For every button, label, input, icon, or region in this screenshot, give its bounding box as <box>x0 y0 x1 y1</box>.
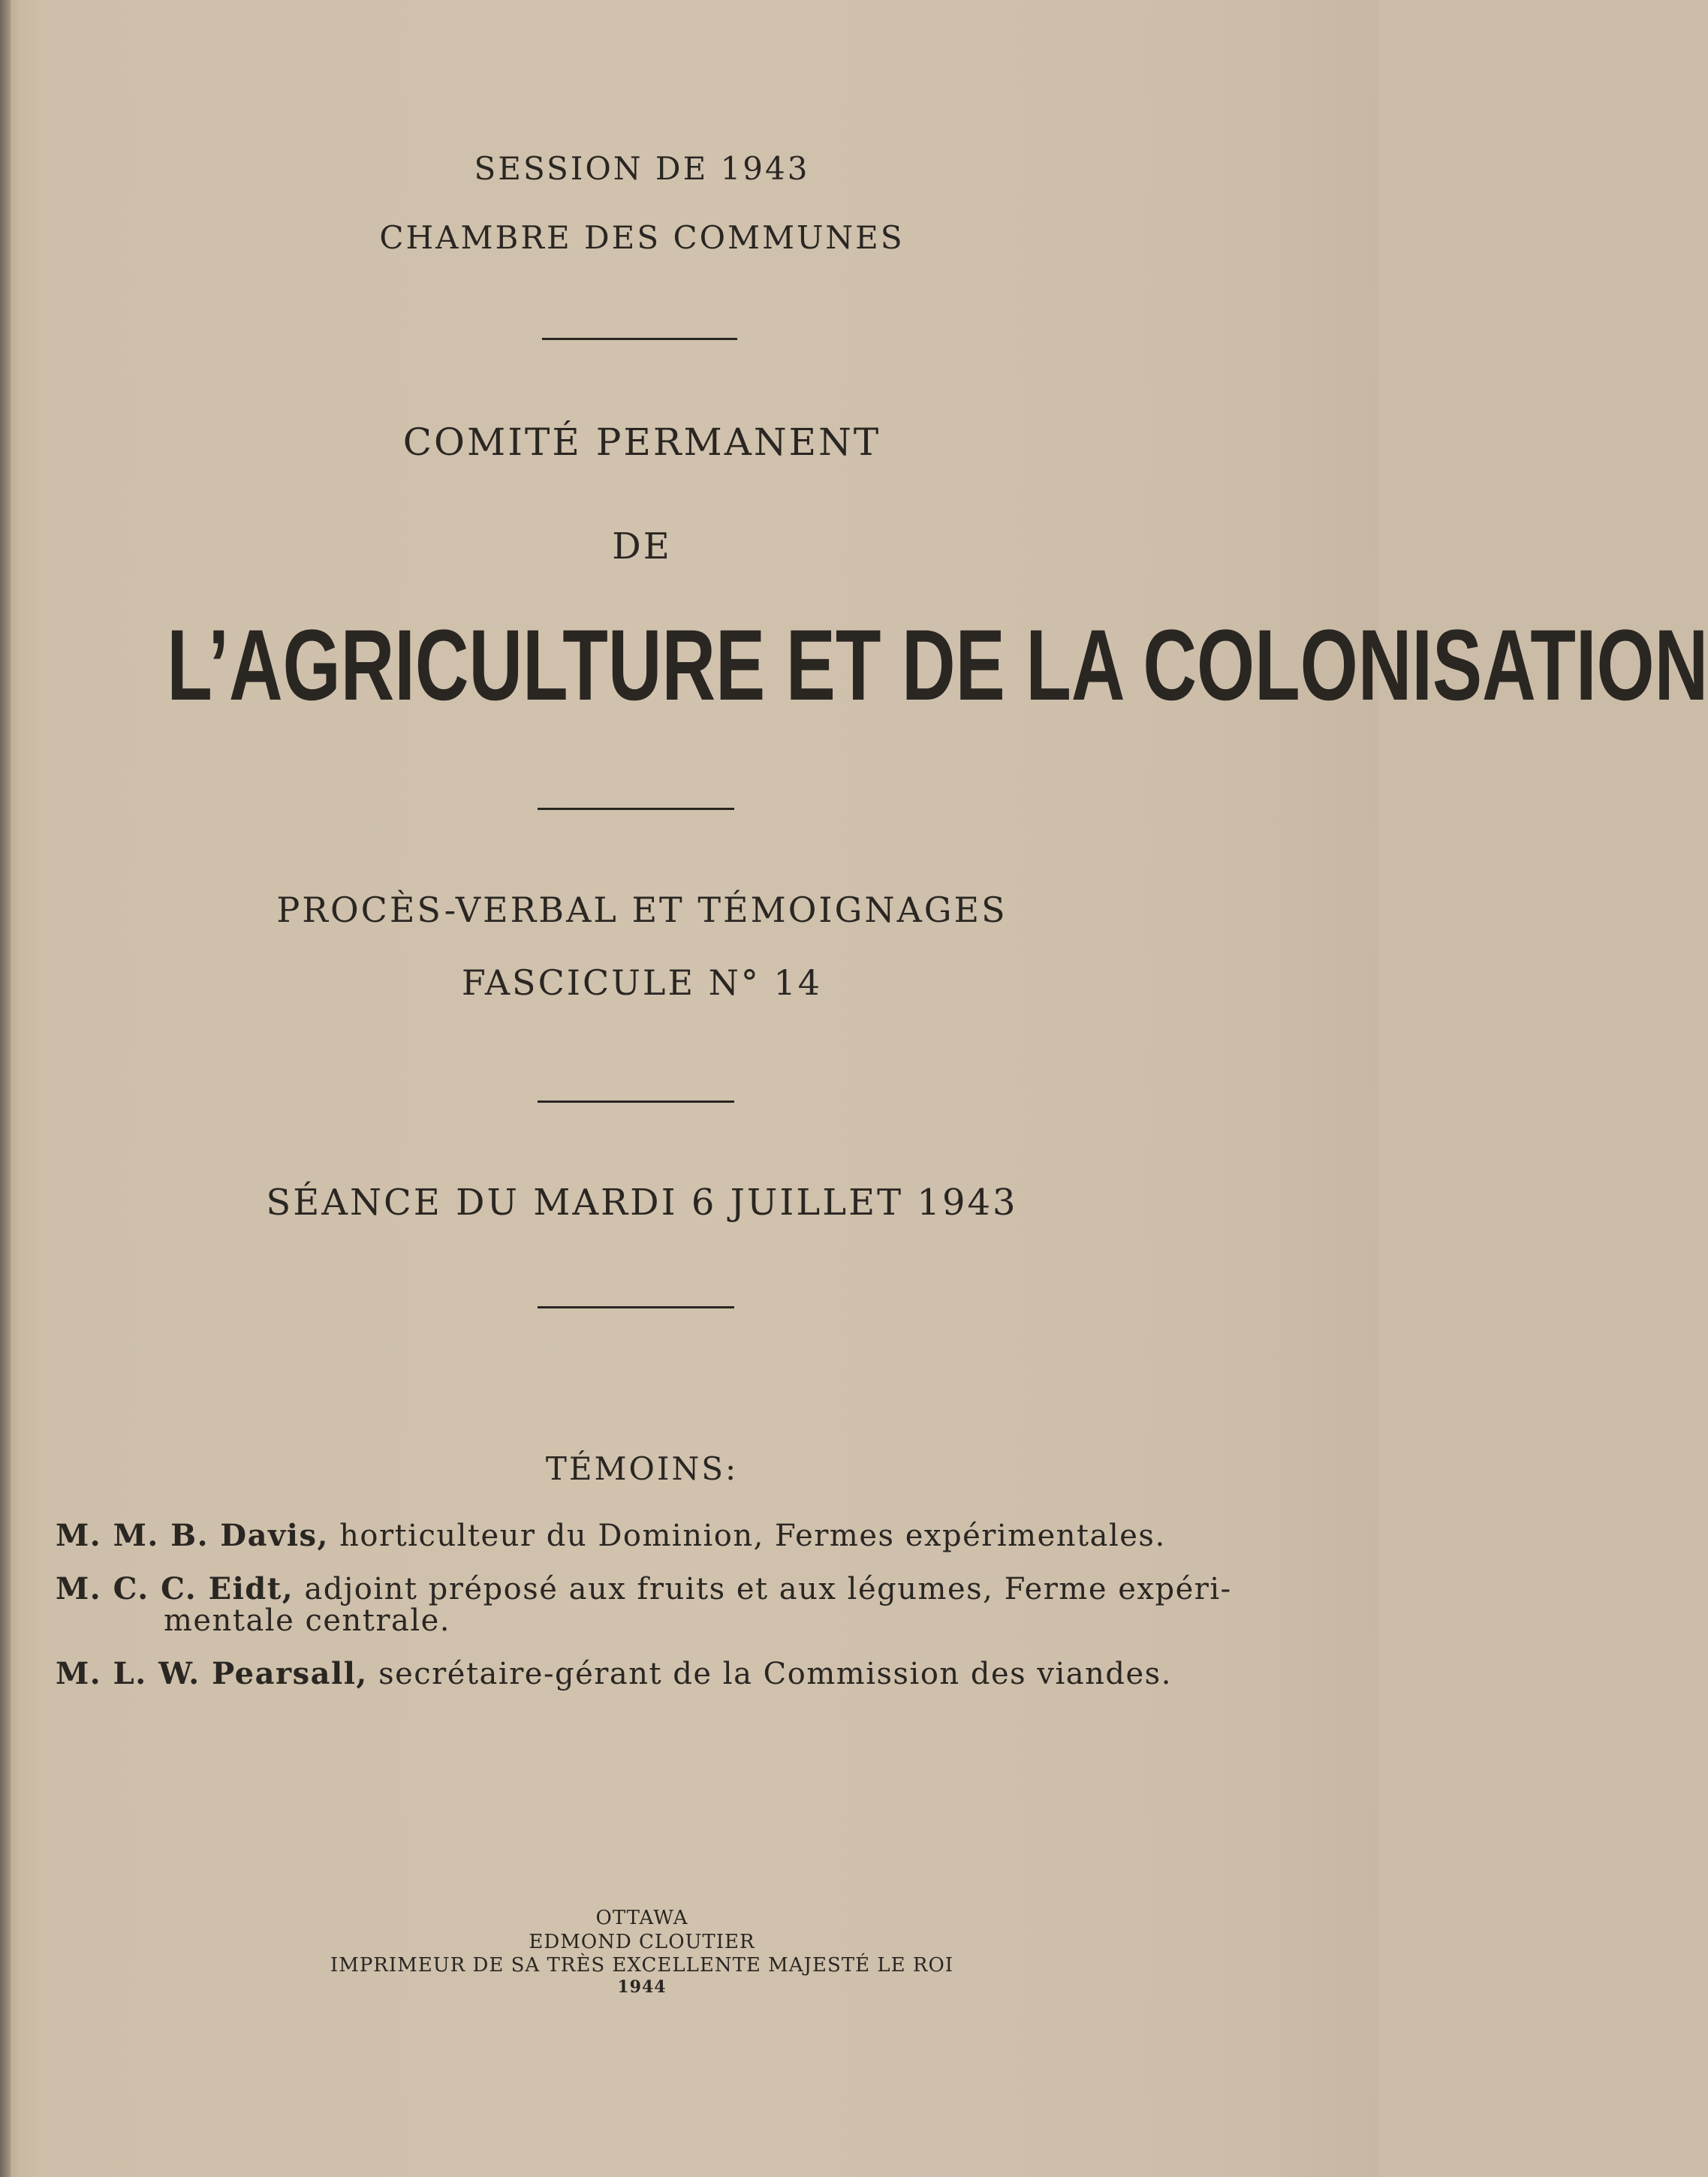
witness-description: horticulteur du Dominion, Fermes expérimentales. <box>339 1519 1166 1553</box>
witnesses-heading: TÉMOINS: <box>545 1450 739 1487</box>
witness-name: M. L. W. Pearsall, <box>56 1656 368 1691</box>
session-line: SESSION DE 1943 <box>474 150 810 187</box>
witness-name: M. M. B. Davis, <box>56 1518 329 1553</box>
witness-name: M. C. C. Eidt, <box>56 1571 294 1606</box>
imprint-city: OTTAWA <box>595 1907 688 1929</box>
imprint-year: 1944 <box>617 1977 667 1997</box>
committee-line: COMITÉ PERMANENT <box>402 420 881 464</box>
witness-entry <box>56 1518 1166 1553</box>
fascicle-line: FASCICULE N° 14 <box>461 962 823 1003</box>
divider-rule-3 <box>538 1101 734 1103</box>
page-binding-edge <box>0 0 11 2177</box>
imprint-printer: EDMOND CLOUTIER <box>529 1931 755 1953</box>
divider-rule-4 <box>538 1306 734 1308</box>
witness-description-continued: mentale centrale. <box>164 1603 451 1638</box>
proceedings-line: PROCÈS-VERBAL ET TÉMOIGNAGES <box>276 890 1008 930</box>
chamber-line: CHAMBRE DES COMMUNES <box>379 219 905 256</box>
committee-de-line: DE <box>612 525 672 568</box>
committee-title: L’AGRICULTURE ET DE LA COLONISATION <box>167 610 1708 721</box>
divider-rule-2 <box>538 808 734 810</box>
witness-entry <box>56 1656 1172 1691</box>
witness-description: secrétaire-gérant de la Commission des viandes. <box>378 1657 1172 1691</box>
witness-description: adjoint préposé aux fruits et aux légumes, Ferme expéri- <box>304 1572 1232 1606</box>
divider-rule-1 <box>542 338 737 340</box>
imprint-role: IMPRIMEUR DE SA TRÈS EXCELLENTE MAJESTÉ LE ROI <box>330 1954 954 1977</box>
witness-entry <box>56 1571 1232 1606</box>
sitting-line: SÉANCE DU MARDI 6 JUILLET 1943 <box>266 1182 1018 1224</box>
